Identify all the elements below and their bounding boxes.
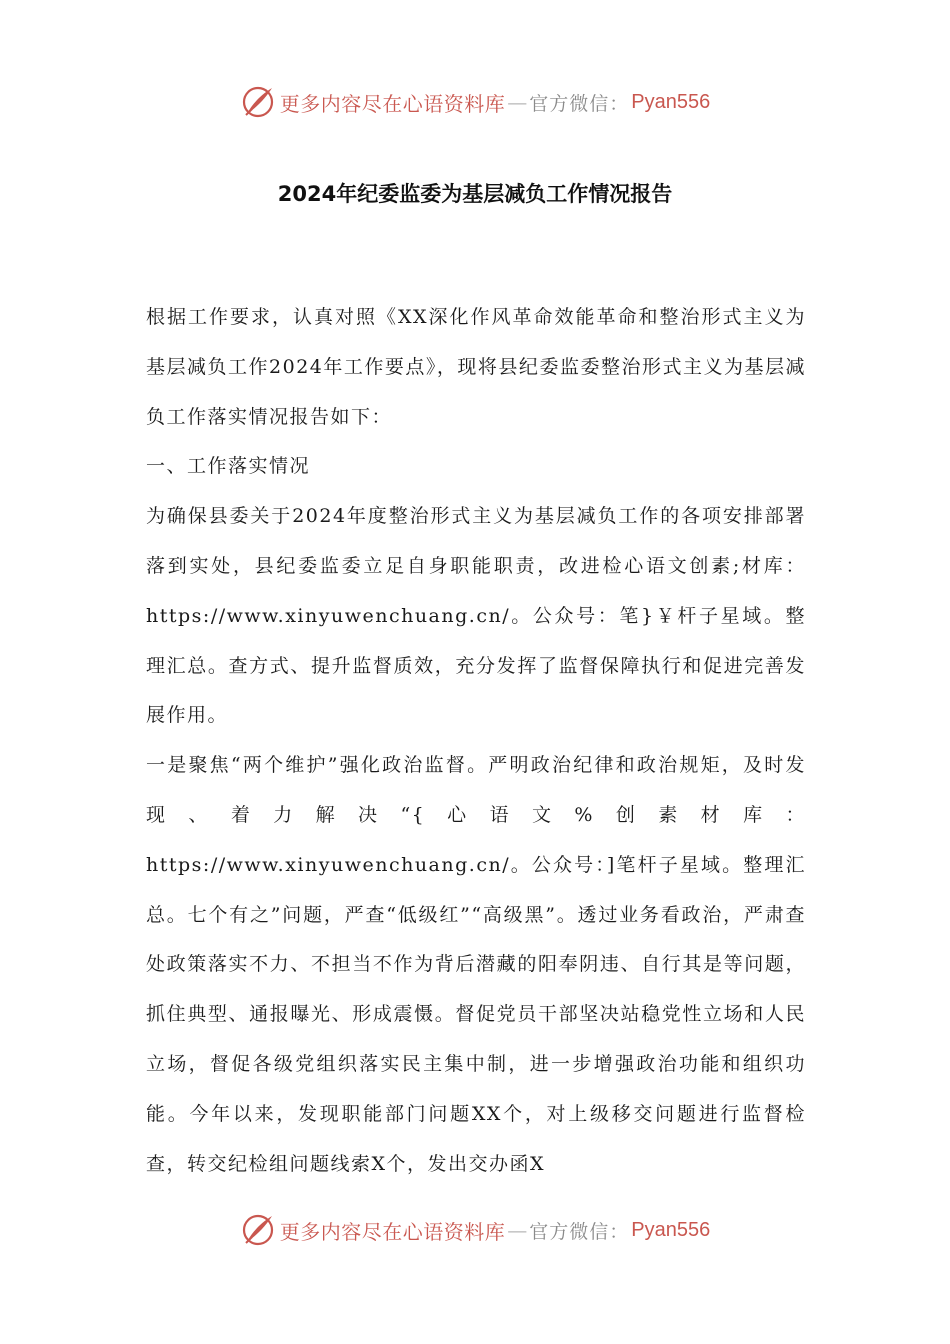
banner-official-label: 官方微信： bbox=[529, 1220, 630, 1243]
paragraph-political-supervision: 一是聚焦“两个维护”强化政治监督。严明政治纪律和政治规矩，及时发现、着力解决“{心语文%创素材库：https://www.xinyuwenchuang.cn/。公众号：]笔杆子星域。整理汇总。七个有之”问题，严查“低级红”“高级黑”。透过业务看政治，严肃查处政策落实不力、不担当不作为背后潜藏的阳奉阴违、自行其是等问题，抓住典型、通报曝光、形成震慑。督促党员干部坚决站稳党性立场和人民立场，督促各级党组织落实民主集中制，进一步增强政治功能和组织功能。今年以来，发现职能部门问题XX个，对上级移交问题进行监督检查，转交纪检组问题线索X个，发出交办函X bbox=[146, 754, 806, 1175]
banner-separator: — bbox=[507, 90, 528, 114]
banner-brand-text: 更多内容尽在心语资料库 bbox=[279, 1219, 506, 1244]
paragraph-intro: 根据工作要求，认真对照《XX深化作风革命效能革命和整治形式主义为基层减负工作2024年工作要点》，现将县纪委监委整治形式主义为基层减负工作落实情况报告如下： bbox=[146, 306, 806, 428]
banner-brand-text: 更多内容尽在心语资料库 bbox=[279, 91, 506, 116]
banner-wechat-id: Pyan556 bbox=[631, 90, 711, 113]
quill-logo-icon bbox=[240, 84, 276, 120]
section-heading: 一、工作落实情况 bbox=[146, 455, 311, 478]
footer-watermark-banner bbox=[0, 1210, 950, 1250]
header-watermark-banner bbox=[0, 82, 950, 122]
document-title: 2024年纪委监委为基层减负工作情况报告 bbox=[277, 182, 673, 206]
paragraph-overview: 为确保县委关于2024年度整治形式主义为基层减负工作的各项安排部署落到实处，县纪委监委立足自身职能职责，改进检心语文创素;材库：https://www.xinyuwenchuang.cn/。公众号：笔}￥杆子星域。整理汇总。查方式、提升监督质效，充分发挥了监督保障执行和促进完善发展作用。 bbox=[146, 505, 806, 727]
banner-official-label: 官方微信： bbox=[529, 92, 630, 115]
banner-separator: — bbox=[507, 1218, 528, 1242]
quill-logo-icon bbox=[240, 1212, 276, 1248]
document-body bbox=[146, 293, 806, 1189]
banner-wechat-id: Pyan556 bbox=[631, 1218, 711, 1241]
